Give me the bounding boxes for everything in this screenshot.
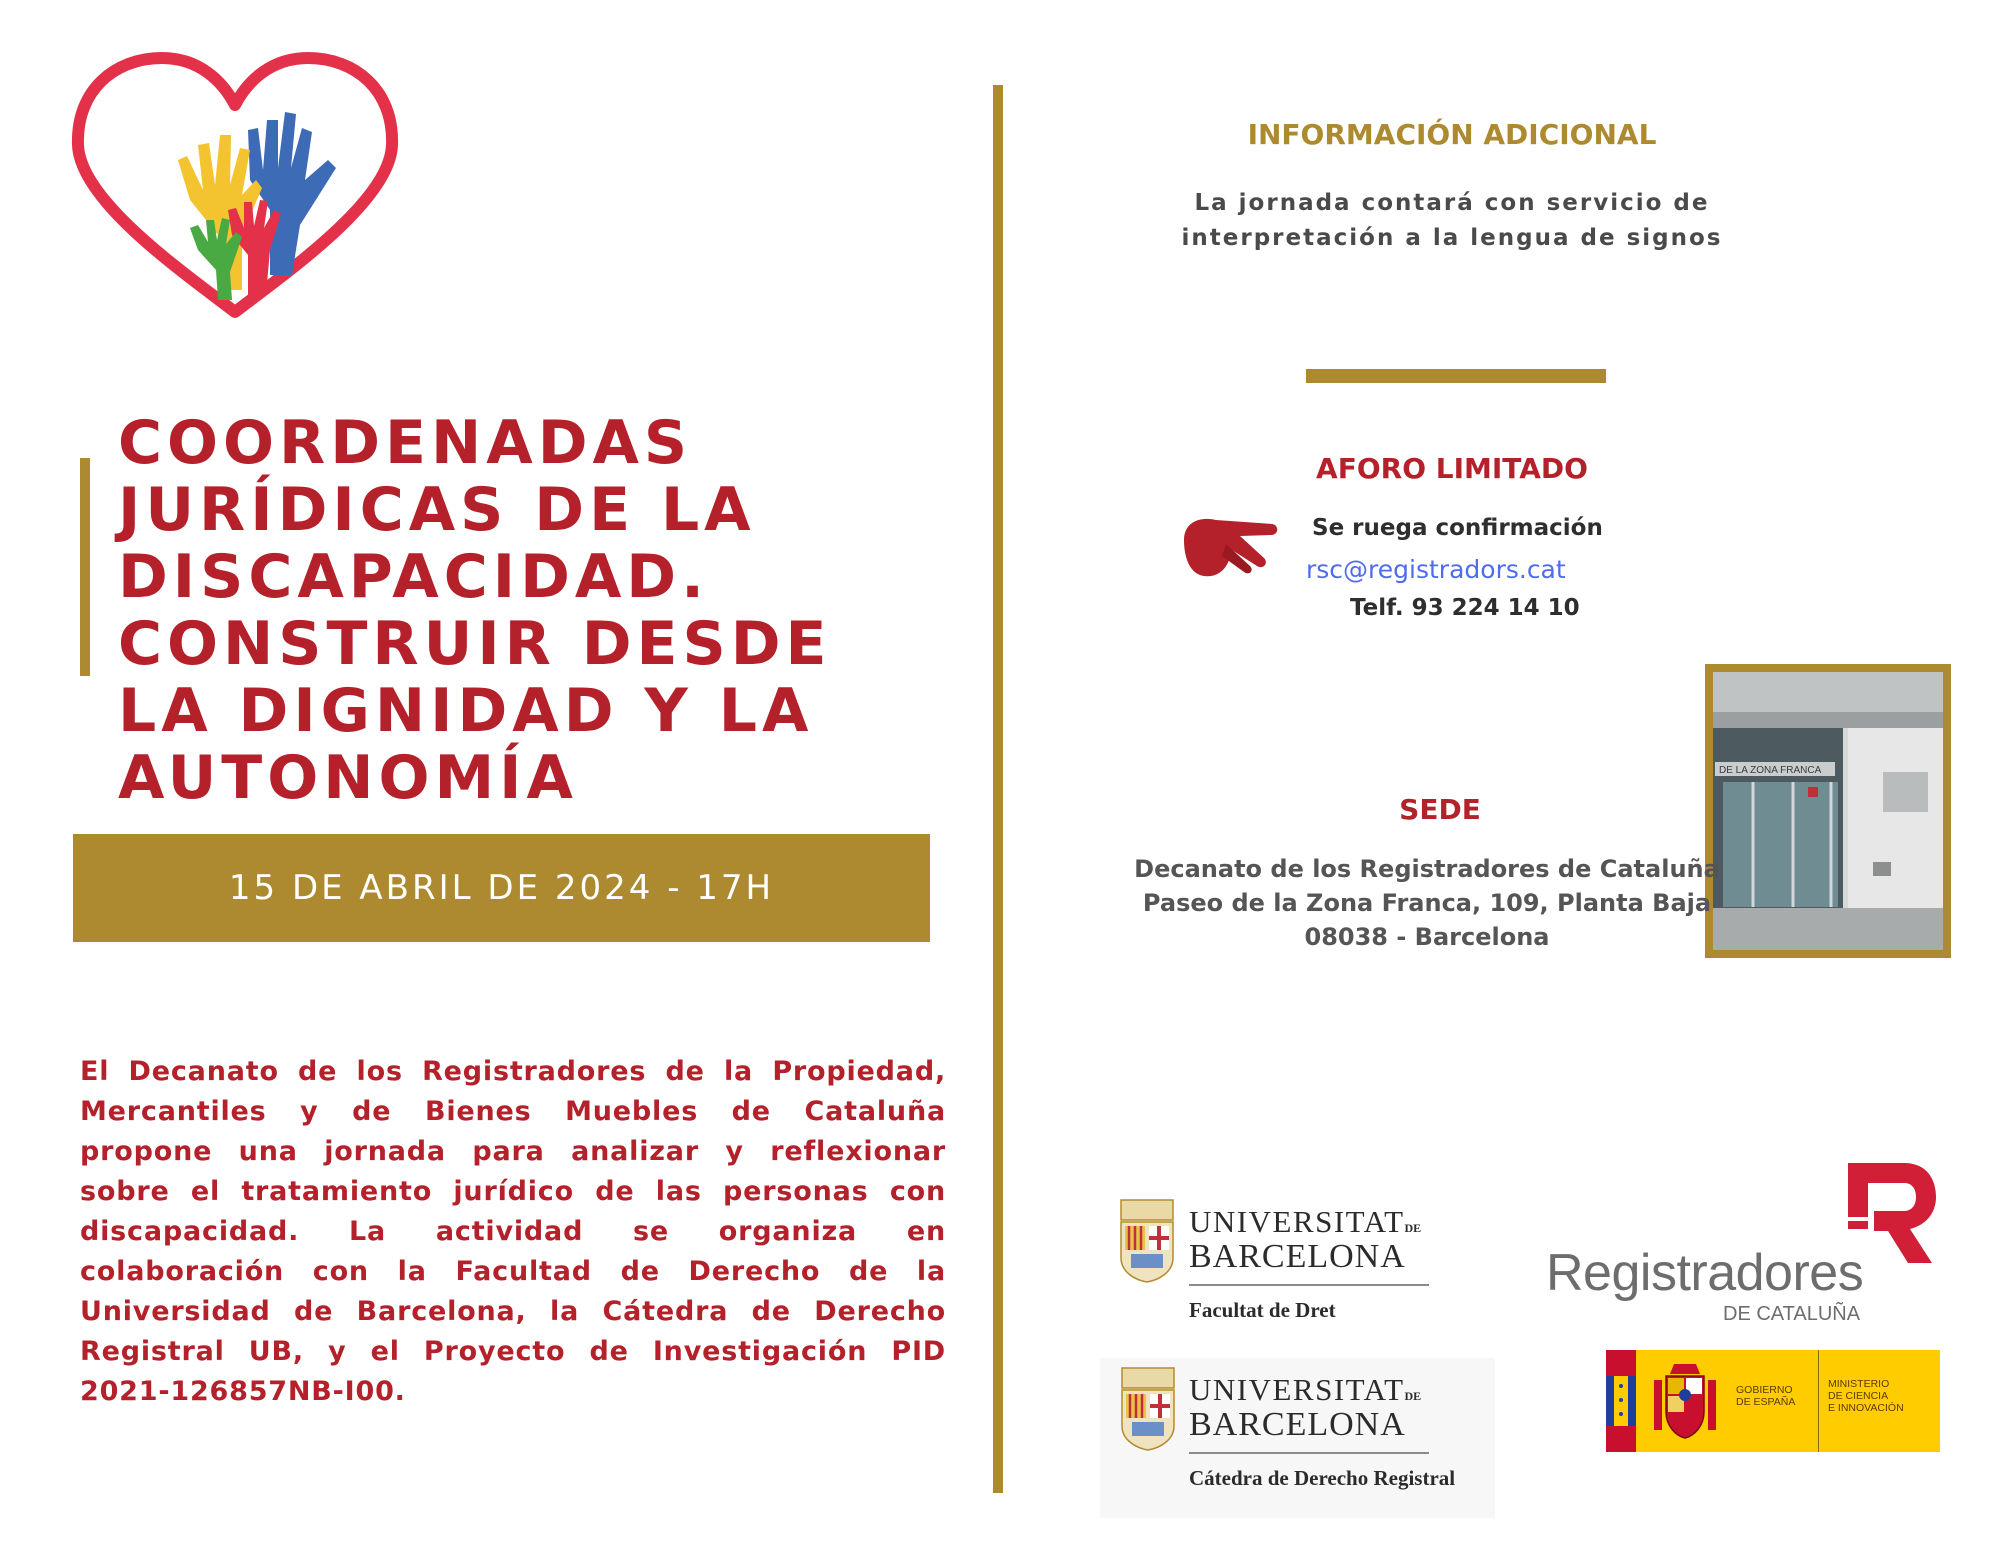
- ub-crest-icon: [1120, 1366, 1176, 1452]
- ub-name-bottom: BARCELONA: [1189, 1238, 1406, 1275]
- title-line: CONSTRUIR DESDE: [118, 609, 832, 679]
- section-rule: [1306, 369, 1606, 383]
- info-line: La jornada contará con servicio de: [1194, 190, 1710, 216]
- ub-name-top: UNIVERSITAT: [1189, 1372, 1405, 1407]
- ub-facultat-dret-logo: [1107, 1190, 1502, 1350]
- registradores-logo: [1546, 1155, 1946, 1325]
- title-line: LA DIGNIDAD Y LA: [118, 676, 814, 746]
- venue-address: [1102, 852, 1752, 954]
- ub-rule: [1189, 1452, 1429, 1454]
- gov-separator: [1818, 1350, 1819, 1452]
- ub-catedra-logo: [1100, 1358, 1495, 1518]
- contact-email-link[interactable]: rsc@registradors.cat: [1306, 555, 1566, 584]
- info-heading: INFORMACIÓN ADICIONAL: [1247, 118, 1657, 151]
- address-line: 08038 - Barcelona: [1304, 923, 1550, 951]
- ub-name-top: UNIVERSITAT: [1189, 1204, 1405, 1239]
- event-date: 15 DE ABRIL DE 2024 - 17H: [228, 868, 775, 908]
- ub-faculty-name: Facultat de Dret: [1189, 1298, 1336, 1322]
- title-accent-bar: [80, 458, 90, 676]
- title-line: COORDENADAS: [118, 408, 693, 478]
- title-line: JURÍDICAS DE LA: [118, 475, 756, 545]
- spain-coat-of-arms-icon: [1650, 1360, 1720, 1442]
- pointing-hand-icon: [1180, 510, 1282, 582]
- info-line: interpretación a la lengua de signos: [1181, 225, 1723, 251]
- ub-catedra-name: Cátedra de Derecho Registral: [1189, 1466, 1456, 1490]
- title-line: DISCAPACIDAD.: [118, 542, 709, 612]
- event-title: [118, 410, 938, 812]
- ub-rule: [1189, 1284, 1429, 1286]
- registradores-name: Registradores: [1546, 1244, 1864, 1302]
- ministerio-text: MINISTERIO DE CIENCIA E INNOVACIÓN: [1828, 1378, 1904, 1414]
- sede-heading: SEDE: [1399, 793, 1481, 826]
- address-line: Decanato de los Registradores de Cataluña: [1134, 855, 1720, 883]
- contact-phone: Telf. 93 224 14 10: [1350, 595, 1580, 621]
- confirmation-note: Se ruega confirmación: [1312, 515, 1603, 541]
- ub-name-de: DE: [1404, 1221, 1422, 1235]
- heart-hands-logo: [70, 50, 400, 335]
- aforo-heading: AFORO LIMITADO: [1316, 452, 1588, 485]
- photo-sign: DE LA ZONA FRANCA: [1719, 765, 1822, 776]
- address-line: Paseo de la Zona Franca, 109, Planta Baja: [1142, 889, 1712, 917]
- ub-name-bottom: BARCELONA: [1189, 1406, 1406, 1443]
- ub-crest-icon: [1119, 1198, 1175, 1284]
- gobierno-ministerio-logo: [1606, 1350, 1940, 1452]
- ub-name-de: DE: [1404, 1389, 1422, 1403]
- date-banner: [73, 834, 930, 942]
- title-line: AUTONOMÍA: [118, 743, 578, 813]
- event-description: El Decanato de los Registradores de la Propiedad, Mercantiles y de Bienes Muebles de Cataluña propone una jornada para analizar y reflexionar sobre el tratamiento jurídico de las personas con discapacidad. La actividad se organiza en colaboración con la Facultad de Derecho de la Universidad de Barcelona, la Cátedra de Derecho Registral UB, y el Proyecto de Investigación PID 2021-126857NB-I00.: [80, 1056, 946, 1407]
- spain-flag-icon: [1606, 1350, 1636, 1452]
- info-text: [1102, 186, 1802, 256]
- registradores-region: DE CATALUÑA: [1723, 1303, 1861, 1325]
- column-divider: [993, 85, 1003, 1493]
- gobierno-text: GOBIERNO DE ESPAÑA: [1736, 1384, 1796, 1408]
